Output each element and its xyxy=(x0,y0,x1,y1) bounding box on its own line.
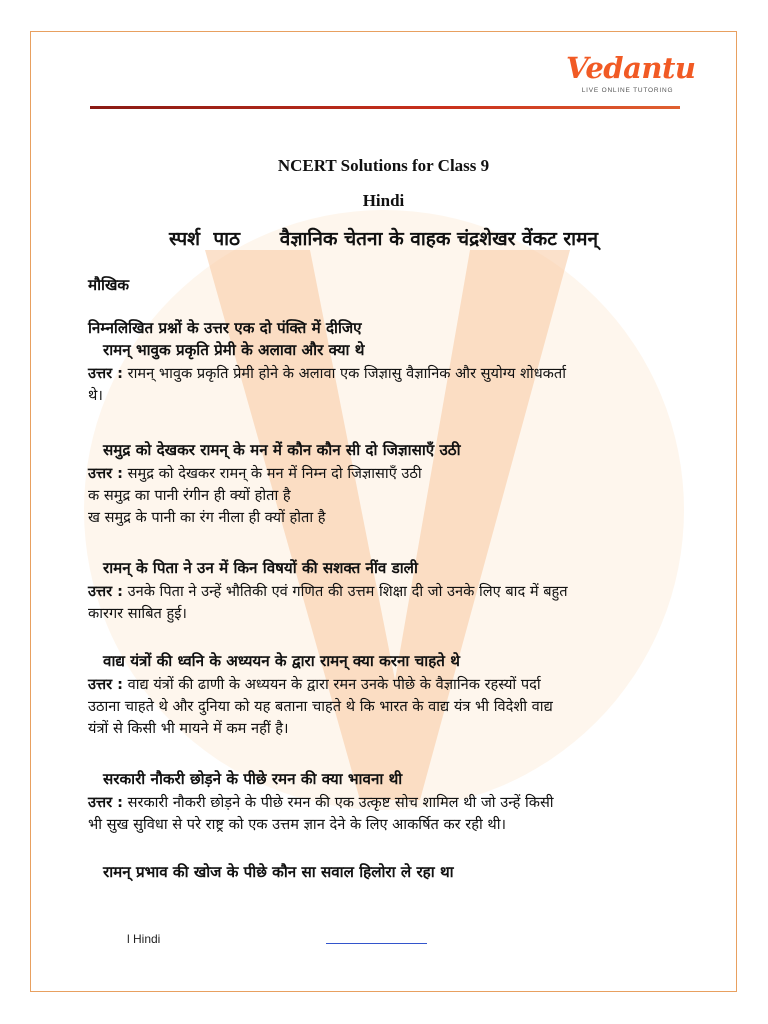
chapter-title: स्पर्श पाठ वैज्ञानिक चेतना के वाहक चंद्रशेखर वेंकट रामन् xyxy=(168,228,599,250)
answer-text: उठाना चाहते थे और दुनिया को यह बताना चाहते थे कि भारत के वाद्य यंत्र भी विदेशी वाद्य xyxy=(88,698,553,715)
header-rule xyxy=(90,106,680,109)
answer-2-line-2 xyxy=(88,485,688,507)
vedantu-logo xyxy=(566,50,696,100)
footer-label: l Hindi xyxy=(127,932,161,946)
answer-label: उत्तर : xyxy=(88,365,123,382)
answer-3-line-2 xyxy=(88,603,688,625)
answer-5-line-1 xyxy=(88,792,688,814)
doc-subject: Hindi xyxy=(362,191,405,210)
answer-1-line-1 xyxy=(88,363,688,385)
question-4: वाद्य यंत्रों की ध्वनि के अध्ययन के द्वारा रामन् क्या करना चाहते थे xyxy=(103,652,460,670)
answer-1-line-2 xyxy=(88,385,688,407)
section-heading: मौखिक xyxy=(88,276,130,294)
answer-3-line-1 xyxy=(88,581,688,603)
doc-title: NCERT Solutions for Class 9 xyxy=(277,156,490,175)
answer-label: उत्तर : xyxy=(88,676,123,693)
answer-2-line-3 xyxy=(88,507,688,529)
answer-text: क समुद्र का पानी रंगीन ही क्यों होता है xyxy=(88,487,291,504)
answer-label: उत्तर : xyxy=(88,583,123,600)
instruction: निम्नलिखित प्रश्नों के उत्तर एक दो पंक्ति में दीजिए xyxy=(88,319,362,337)
logo-tagline: LIVE ONLINE TUTORING xyxy=(581,87,674,94)
answer-label: उत्तर : xyxy=(88,465,123,482)
answer-text: भी सुख सुविधा से परे राष्ट्र को एक उत्तम ज्ञान देने के लिए आकर्षित कर रही थी। xyxy=(88,816,507,833)
answer-5-line-2 xyxy=(88,814,688,836)
answer-text: थे। xyxy=(88,387,103,404)
answer-text: रामन् भावुक प्रकृति प्रेमी होने के अलावा एक जिज्ञासु वैज्ञानिक और सुयोग्य शोधकर्ता xyxy=(127,365,566,382)
answer-text: वाद्य यंत्रों की ढाणी के अध्ययन के द्वारा रमन उनके पीछे के वैज्ञानिक रहस्यों पर्दा xyxy=(127,676,541,693)
answer-text: समुद्र को देखकर रामन् के मन में निम्न दो जिज्ञासाएँ उठी xyxy=(127,465,422,482)
question-2: समुद्र को देखकर रामन् के मन में कौन कौन सी दो जिज्ञासाएँ उठी xyxy=(103,441,461,459)
logo-wordmark: Vedantu xyxy=(566,51,696,85)
answer-text: सरकारी नौकरी छोड़ने के पीछे रमन की एक उत्कृष्ट सोच शामिल थी जो उन्हें किसी xyxy=(127,794,554,811)
question-3: रामन् के पिता ने उन में किन विषयों की सशक्त नींव डाली xyxy=(103,559,418,577)
answer-4-line-2 xyxy=(88,696,688,718)
answer-2-line-1 xyxy=(88,463,688,485)
answer-text: कारगर साबित हुई। xyxy=(88,605,187,622)
answer-text: यंत्रों से किसी भी मायने में कम नहीं है। xyxy=(88,720,289,737)
answer-text: ख समुद्र के पानी का रंग नीला ही क्यों होता है xyxy=(88,509,326,526)
answer-4-line-3 xyxy=(88,718,688,740)
answer-label: उत्तर : xyxy=(88,794,123,811)
question-6: रामन् प्रभाव की खोज के पीछे कौन सा सवाल हिलोरा ले रहा था xyxy=(103,863,454,881)
answer-4-line-1 xyxy=(88,674,688,696)
answer-text: उनके पिता ने उन्हें भौतिकी एवं गणित की उत्तम शिक्षा दी जो उनके लिए बाद में बहुत xyxy=(127,583,568,600)
question-5: सरकारी नौकरी छोड़ने के पीछे रमन की क्या भावना थी xyxy=(103,770,403,788)
question-1: रामन् भावुक प्रकृति प्रेमी के अलावा और क्या थे xyxy=(103,341,365,359)
footer-link-underline[interactable] xyxy=(326,943,427,944)
